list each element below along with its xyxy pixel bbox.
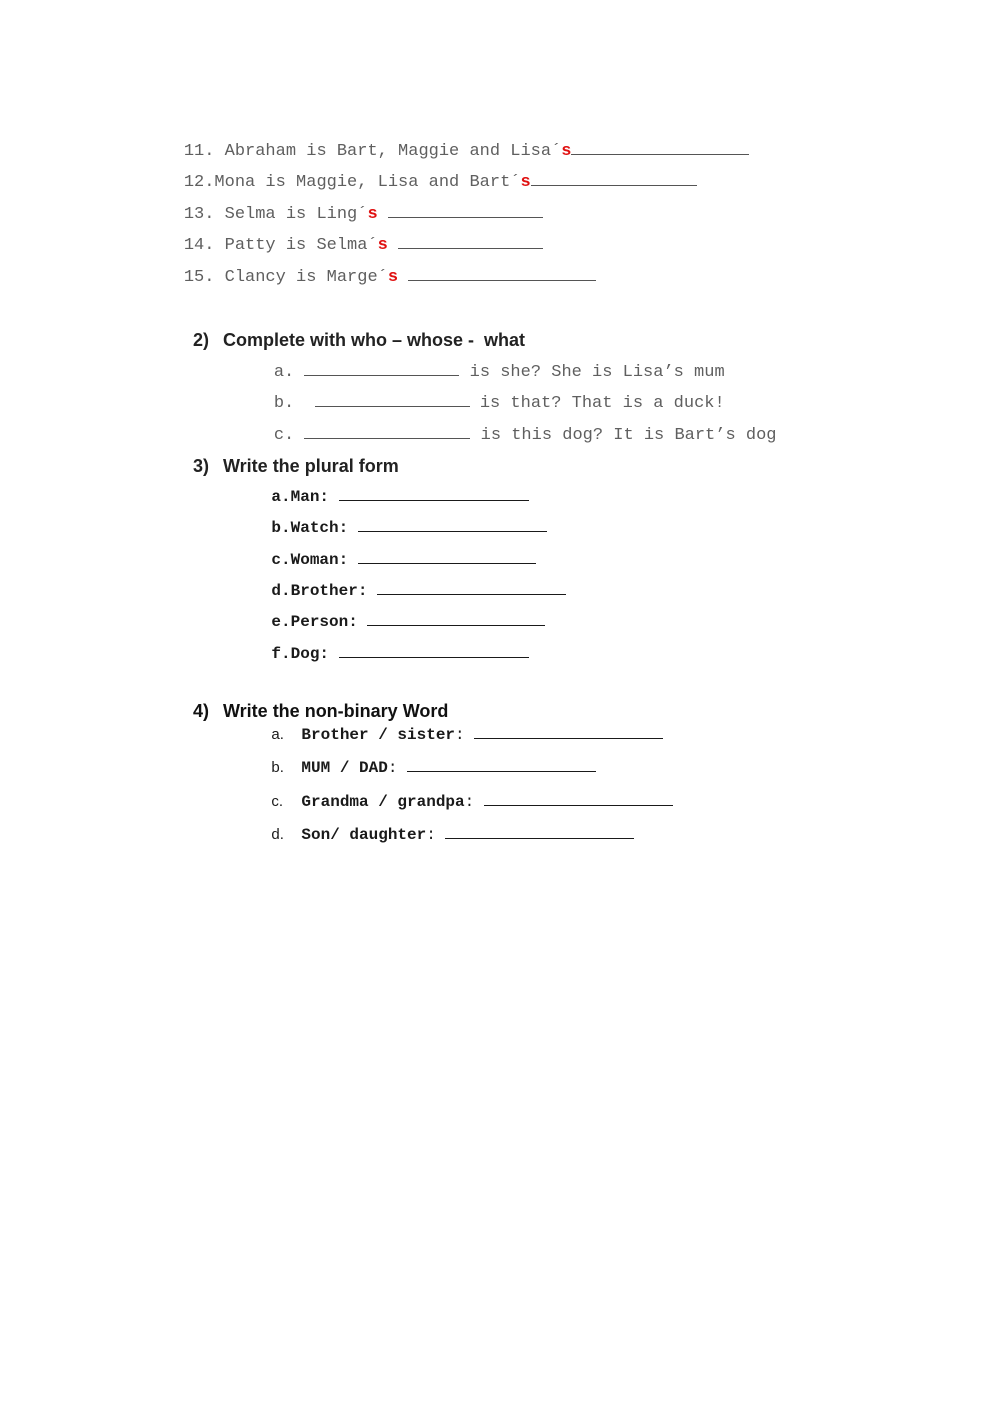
apostrophe: ´: [551, 142, 562, 161]
item-number: 13.: [183, 205, 215, 224]
plural-word: Person:: [290, 613, 358, 631]
possessive-suffix: s: [377, 236, 388, 255]
item-number: 11.: [183, 142, 215, 161]
sentence-item-15: [143, 245, 596, 308]
item-letter: c.: [271, 551, 291, 569]
possessive-suffix: s: [561, 142, 572, 161]
question-text: is she? She is Lisa’s mum: [469, 363, 725, 382]
word-pair: Son/ daughter: [301, 826, 427, 844]
colon: :: [387, 759, 398, 777]
item-letter: f.: [271, 645, 291, 663]
item-letter: c.: [271, 793, 284, 810]
sentence-text: Abraham is Bart, Maggie and Lisa: [224, 142, 552, 161]
sentence-text: Patty is Selma: [224, 236, 368, 255]
item-letter: b.: [271, 759, 284, 776]
plural-word: Watch:: [290, 519, 349, 537]
possessive-suffix: s: [520, 173, 531, 192]
item-number: 14.: [183, 236, 215, 255]
item-letter: a.: [273, 363, 295, 382]
item-letter: b.: [273, 394, 295, 413]
possessive-suffix: s: [367, 205, 378, 224]
item-letter: d.: [271, 826, 284, 843]
word-pair: MUM / DAD: [301, 759, 388, 777]
plural-word: Woman:: [290, 551, 349, 569]
plural-item-f: [233, 622, 529, 684]
item-letter: b.: [271, 519, 291, 537]
answer-blank[interactable]: [531, 170, 697, 186]
plural-word: Dog:: [290, 645, 330, 663]
item-letter: c.: [273, 426, 295, 445]
apostrophe: ´: [357, 205, 368, 224]
item-number: 12.: [183, 173, 215, 192]
section-title: Write the plural form: [223, 456, 399, 476]
sentence-text: Selma is Ling: [224, 205, 358, 224]
item-letter: e.: [271, 613, 291, 631]
plural-word: Man:: [290, 488, 330, 506]
section-title: Write the non-binary Word: [223, 701, 449, 721]
plural-word: Brother:: [290, 582, 368, 600]
section-number: 2): [193, 330, 210, 350]
apostrophe: ´: [367, 236, 378, 255]
item-letter: d.: [271, 582, 291, 600]
possessive-suffix: s: [387, 268, 399, 287]
answer-blank[interactable]: [408, 265, 596, 281]
colon: :: [426, 826, 436, 844]
word-pair: Grandma / grandpa: [301, 793, 465, 811]
section-number: 3): [193, 456, 210, 476]
colon: :: [464, 793, 475, 811]
item-letter: a.: [271, 488, 291, 506]
item-number: 15.: [183, 268, 215, 287]
section-title: Complete with who – whose - what: [223, 330, 526, 350]
nonbinary-item-d: [233, 803, 634, 865]
colon: :: [455, 726, 465, 744]
section-number: 4): [193, 701, 210, 721]
sentence-text: Clancy is Marge: [224, 268, 378, 287]
answer-blank[interactable]: [339, 642, 529, 658]
item-letter: a.: [271, 726, 284, 743]
sentence-text: Mona is Maggie, Lisa and Bart: [214, 173, 511, 192]
question-text: is this dog? It is Bart’s dog: [480, 426, 777, 445]
apostrophe: ´: [510, 173, 521, 192]
apostrophe: ´: [377, 268, 388, 287]
word-pair: Brother / sister: [301, 726, 456, 744]
question-text: is that? That is a duck!: [479, 394, 725, 413]
answer-blank[interactable]: [445, 823, 634, 839]
